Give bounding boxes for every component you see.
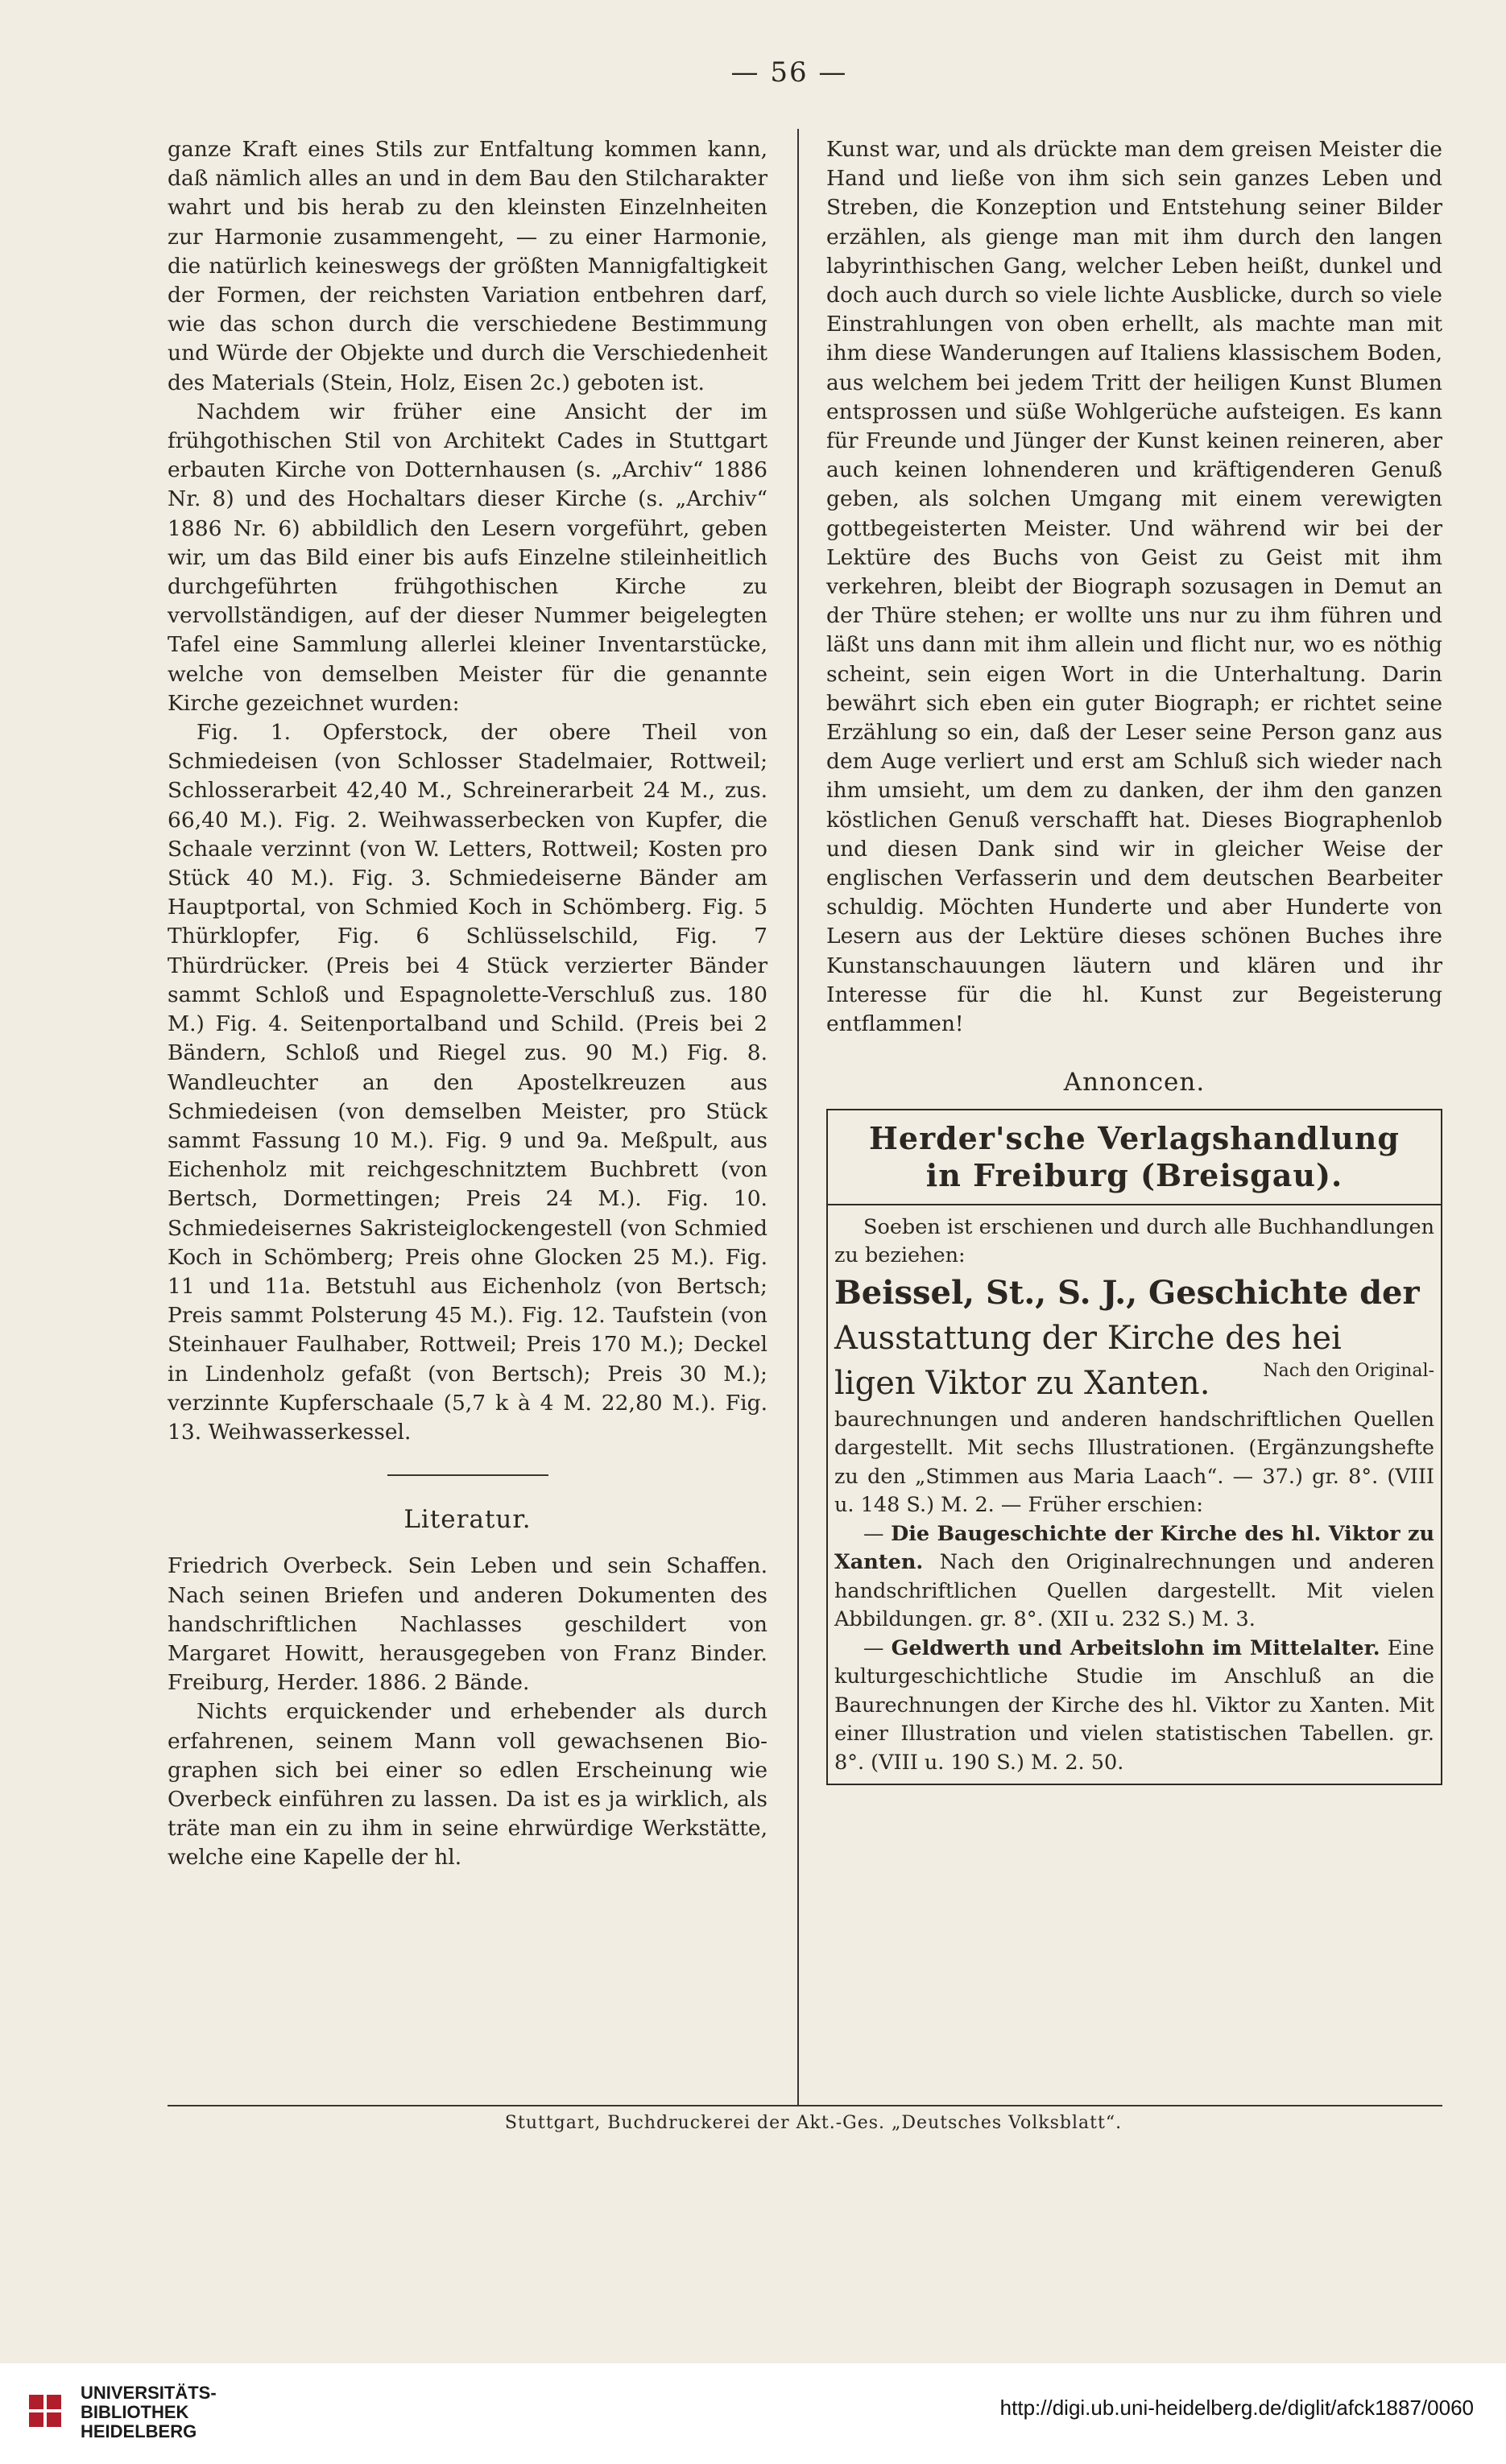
paragraph: Kunst war, und als drückte man dem greisen Meister die Hand und ließe von ihm sich sein ganzes Leben und Streben, die Konzeption und Entstehung seiner Bilder erzählen, als gienge man mit ihm durch den langen labyrinthischen Gang, welcher Leben heißt, dunkel und doch auch durch so viele lichte Ausblicke, durch so viele Einstrahlungen von oben erhellt, als machte man mit ihm diese Wanderungen auf Italiens klassischem Boden, aus welchem bei jedem Tritt der heiligen Kunst Blumen entsprossen und süße Wohlgerüche aufsteigen. Es kann für Freunde und Jünger der Kunst keinen reineren, aber auch keinen lohnenderen und kräftigenderen Genuß geben, als solchen Umgang mit einem verewigten gottbegeisterten Meister. Und während wir bei der Lektüre des Buchs von Geist zu Geist mit ihm verkehren, bleibt der Biograph sozusagen in Demut an der Thüre stehen; er wollte uns nur zu ihm führen und läßt uns dann mit ihm allein und flicht nur, wo es nöthig scheint, sein eigen Wort in die Unterhaltung. Darin bewährt sich eben ein guter Biograph; er richtet seine Erzählung so ein, daß der Leser seine Person ganz aus dem Auge verliert und erst am Schluß sich wieder nach ihm umsieht, um dem zu danken, der ihm den ganzen köstlichen Genuß verschafft hat. Dieses Biographenlob und diesen Dank sind wir in gleicher Weise der englischen Verfasserin und dem deutschen Bearbeiter schuldig. Möchten Hunderte und aber Hunderte von Lesern aus der Lektüre dieses schönen Buches ihre Kunstanschauungen läutern und klären und ihr Interesse für die hl. Kunst zur Begeisterung entflammen!: [826, 137, 1442, 1037]
right-column: [826, 135, 1442, 1785]
paragraph: Fig. 1. Opferstock, der obere Theil von Schmiedeisen (von Schlosser Stadelmaier, Rottweil; Schlosserarbeit 42,40 M., Schreinerarbeit 24 M., zus. 66,40 M.). Fig. 2. Weihwasserbecken von Kupfer, die Schaale verzinnt (von W. Letters, Rottweil; Kosten pro Stück 40 M.). Fig. 3. Schmiedeiserne Bänder am Hauptportal, von Schmied Koch in Schömberg. Fig. 5 Thürklopfer, Fig. 6 Schlüsselschild, Fig. 7 Thürdrücker. (Preis bei 4 Stück verzierter Bänder sammt Schloß und Espagnolette-Verschluß zus. 180 M.) Fig. 4. Seitenportalband und Schild. (Preis bei 2 Bändern, Schloß und Riegel zus. 90 M.) Fig. 8. Wandleuchter an den Apostelkreuzen aus Schmiedeisen (von demselben Meister, pro Stück sammt Fassung 10 M.). Fig. 9 und 9a. Meßpult, aus Eichenholz mit reichgeschnitztem Buchbrett (von Bertsch, Dormettingen; Preis 24 M.). Fig. 10. Schmiedeisernes Sakristeiglockengestell (von Schmied Koch in Schömberg; Preis ohne Glocken 25 M.). Fig. 11 und 11a. Betstuhl aus Eichenholz (von Bertsch; Preis sammt Polsterung 45 M.). Fig. 12. Taufstein (von Steinhauer Faulhaber, Rottweil; Preis 170 M.); Deckel in Lindenholz gefaßt (von Bertsch); Preis 30 M.); verzinnte Kupferschaale (5,7 k à 4 M. 22,80 M.). Fig. 13. Weihwasserkessel.: [168, 720, 767, 1445]
ad-item-body: Nach den Originalrechnungen und anderen handschriftlichen Quellen dargestellt. Mit vielen Abbildungen. gr. 8°. (XII u. 232 S.) M. 3.: [834, 1550, 1435, 1631]
paragraph: ganze Kraft eines Stils zur Entfaltung kommen kann, daß nämlich alles an und in dem Bau den Stilcharakter wahrt und bis herab zu den kleinsten Einzelnheiten zur Harmonie zusammengeht, — zu einer Harmonie, die natürlich keineswegs der größten Mannigfaltigkeit der Formen, der reichsten Variation entbehren darf, wie das schon durch die verschiedene Bestimmung und Würde der Objekte und durch die Verschiedenheit des Materials (Stein, Holz, Eisen 2c.) geboten ist.: [168, 137, 767, 395]
literature-heading: Literatur.: [387, 1474, 548, 1534]
left-column: [168, 135, 767, 1873]
library-name-line: BIBLIOTHEK: [81, 2402, 189, 2422]
library-name: [81, 2383, 217, 2441]
annonce-heading: Annoncen.: [1063, 1068, 1206, 1098]
library-name-line: HEIDELBERG: [81, 2421, 197, 2441]
literature-entry: Friedrich Overbeck. Sein Leben und sein Schaffen. Nach seinen Briefen und anderen Dokumenten des handschriftlichen Nachlasses geschildert von Margaret Howitt, herausgegeben von Franz Binder. Freiburg, Herder. 1886. 2 Bände.: [168, 1553, 767, 1696]
book-title-note: Nach den Original-: [1263, 1360, 1434, 1381]
publisher-location: in Freiburg (Breisgau).: [925, 1156, 1343, 1193]
ad-item-body: Eine kulturgeschichtliche Studie im Anschluß an die Baurechnungen der Kirche des hl. Viktor zu Xanten. Mit einer Illustration und vielen statistischen Tabellen. gr. 8°. (VIII u. 190 S.) M. 2. 50.: [834, 1635, 1434, 1775]
ad-item: — Geldwerth und Arbeitslohn im Mittelalter. Eine kulturgeschichtliche Studie im Anschluß an die Baurechnungen der Kirche des hl. Viktor zu Xanten. Mit einer Illustration und vielen statistischen Tabellen. gr. 8°. (VIII u. 190 S.) M. 2. 50.: [834, 1635, 1434, 1775]
book-title-line: Ausstattung der Kirche des hei: [834, 1319, 1342, 1357]
advertisement-body: [828, 1205, 1441, 1784]
column-divider: [797, 129, 799, 2106]
bottom-rule: [168, 2105, 1442, 2106]
ad-item: — Die Baugeschichte der Kirche des hl. Viktor zu Xanten. Nach den Originalrechnungen und anderen handschriftlichen Quellen dargestellt. Mit vielen Abbildungen. gr. 8°. (XII u. 232 S.) M. 3.: [834, 1521, 1435, 1631]
ad-item-title: Geldwerth und Arbeitslohn im Mittelalter.: [891, 1635, 1380, 1660]
book-title-line: Beissel, St., S. J., Geschichte der: [834, 1273, 1420, 1312]
book-title-end: ligen Viktor zu Xanten.: [834, 1364, 1210, 1402]
book-title-line: [834, 1361, 1434, 1406]
paragraph: Nachdem wir früher eine Ansicht der im frühgothischen Stil von Architekt Cades in Stuttgart erbauten Kirche von Dotternhausen (s. „Archiv“ 1886 Nr. 8) und des Hochaltars dieser Kirche (s. „Archiv“ 1886 Nr. 6) abbildlich den Lesern vorgeführt, geben wir, um das Bild einer bis aufs Einzelne stileinheitlich durchgeführten frühgothischen Kirche zu vervollständigen, auf der dieser Nummer beigelegten Tafel eine Sammlung allerlei kleiner Inventarstücke, welche von demselben Meister für die genannte Kirche gezeichnet wurden:: [168, 399, 767, 716]
paragraph: Nichts erquickender und erhebender als durch erfahrenen, seinem Mann voll gewachsenen Biographen sich bei einer so edlen Erscheinung wie Overbeck einführen zu lassen. Da ist es ja wirklich, als träte man ein zu ihm in seine ehrwürdige Werkstätte, welche eine Kapelle der hl.: [168, 1699, 767, 1871]
book-description: baurechnungen und anderen handschriftlichen Quellen dargestellt. Mit sechs Illustrationen. (Ergänzungshefte zu den „Stimmen aus Maria Laach“. — 37.) gr. 8°. (VIII u. 148 S.) M. 2. — Früher erschien:: [834, 1407, 1434, 1517]
library-name-line: UNIVERSITÄTS-: [81, 2383, 217, 2403]
advertisement-header: [828, 1114, 1441, 1205]
imprint-footer: Stuttgart, Buchdruckerei der Akt.-Ges. „Deutsches Volksblatt“.: [504, 2113, 1123, 2133]
advertisement-box: [826, 1109, 1442, 1786]
source-url[interactable]: http://digi.ub.uni-heidelberg.de/diglit/afck1887/0060: [999, 2396, 1474, 2420]
ad-item-title: Die Baugeschichte der Kirche des hl. Viktor zu Xanten.: [834, 1521, 1434, 1574]
publisher-name: Herder'sche Verlagshandlung: [869, 1119, 1400, 1156]
page-number: — 56 —: [730, 56, 848, 89]
ad-intro: Soeben ist erschienen und durch alle Buchhandlungen zu beziehen:: [834, 1214, 1434, 1267]
library-logo-icon: [26, 2392, 64, 2430]
